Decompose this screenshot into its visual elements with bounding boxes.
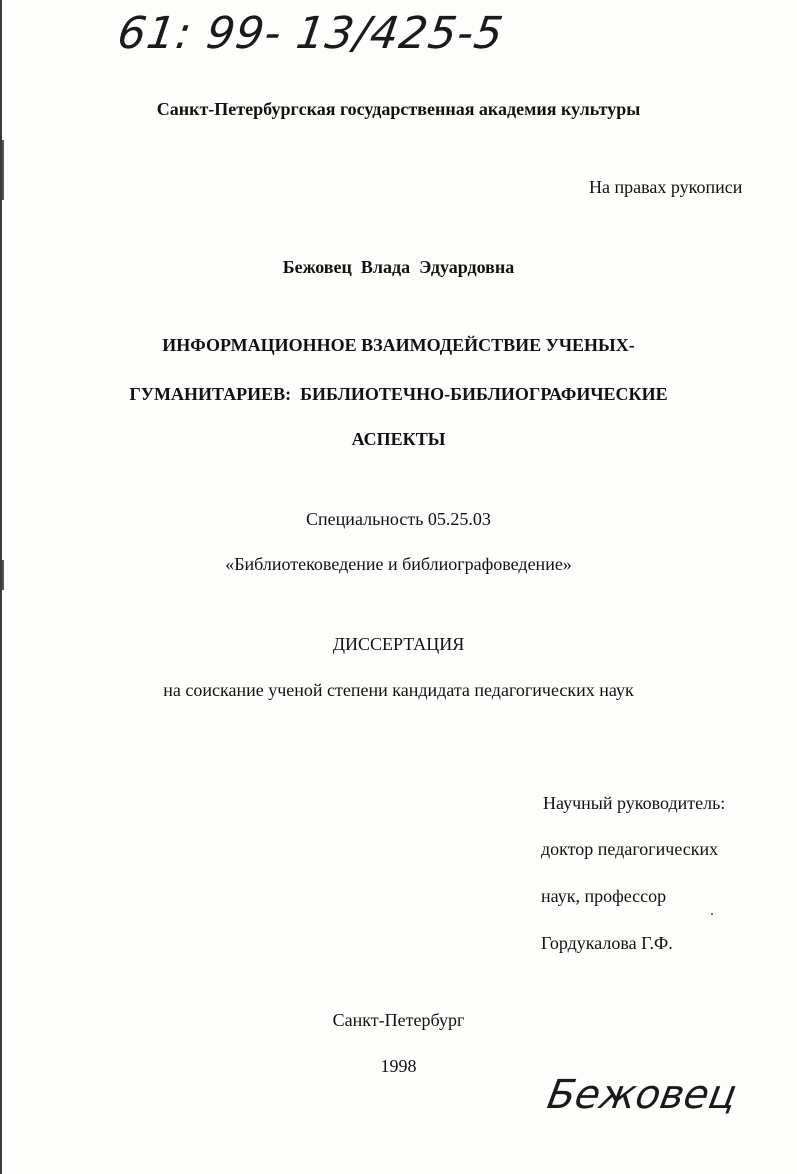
specialty-name: «Библиотековедение и библиографоведение» [225,554,572,574]
handwritten-catalog-number: 61: 99- 13/425-5 [114,8,507,59]
institution-name: Санкт-Петербургская государственная академия культуры [156,99,641,119]
specialty-code: Специальность 05.25.03 [306,509,491,529]
handwritten-signature: Бежовец [543,1072,741,1118]
manuscript-rights-note: На правах рукописи [589,177,743,197]
scan-speck [711,913,713,915]
city: Санкт-Петербург [332,1010,465,1030]
degree-statement: на соискание ученой степени кандидата педагогических наук [163,680,634,700]
supervisor-heading: Научный руководитель: [543,793,726,813]
year: 1998 [380,1056,417,1076]
scan-edge-mark [2,140,4,200]
supervisor-degree-line: доктор педагогических [541,839,719,859]
author-name: Бежовец Влада Эдуардовна [282,257,515,277]
title-line-2: ГУМАНИТАРИЕВ: БИБЛИОТЕЧНО-БИБЛИОГРАФИЧЕСКИЕ [129,384,668,404]
title-line-1: ИНФОРМАЦИОННОЕ ВЗАИМОДЕЙСТВИЕ УЧЕНЫХ- [162,335,635,355]
title-line-3: АСПЕКТЫ [351,429,446,449]
supervisor-title-line: наук, профессор [541,886,667,906]
document-type: ДИССЕРТАЦИЯ [332,634,465,654]
supervisor-name: Гордукалова Г.Ф. [541,933,673,953]
